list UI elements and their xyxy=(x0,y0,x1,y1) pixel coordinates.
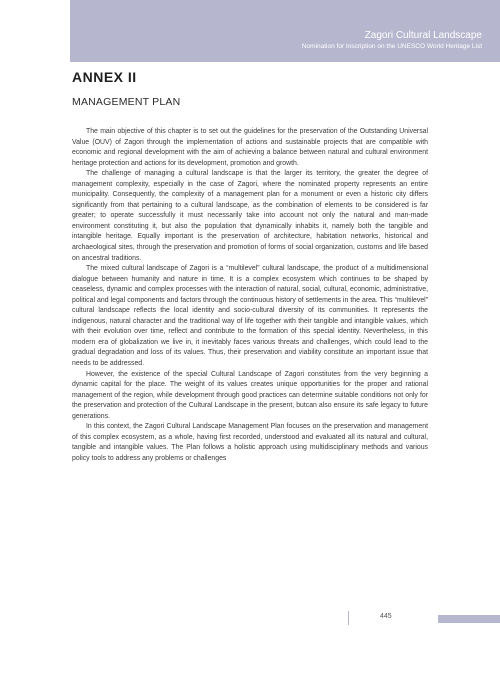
header-band xyxy=(70,0,500,62)
header-subtitle: Nomination for Inscription on the UNESCO World Heritage List xyxy=(301,43,482,50)
paragraph-4: However, the existence of the special Cultural Landscape of Zagori constitutes from the very beginning a dynamic capital for the place. The weight of its values creates unique opportunities for the proper and rational management of the region, while development through good practices can determine suitable conditions not only for the preservation and protection of the Cultural Landscape in the present, butcan also ensure its safe legacy to future generations. xyxy=(72,370,428,420)
header-title: Zagori Cultural Landscape xyxy=(364,30,482,41)
body-text xyxy=(72,127,428,465)
paragraph-5: In this context, the Zagori Cultural Landscape Management Plan focuses on the preservation and management of this complex ecosystem, as a whole, having first recorded, understood and evaluated all its natural and cultural, tangible and intangible values. The Plan follows a holistic approach using multidisciplinary methods and various policy tools to address any problems or challenges xyxy=(72,423,428,462)
footer-band xyxy=(438,615,500,623)
annex-title: ANNEX II xyxy=(72,69,137,85)
paragraph-1: The main objective of this chapter is to set out the guidelines for the preservation of the Outstanding Universal Value (OUV) of Zagori through the implementation of actions and sustainable projects that are compatible with economic and regional development with the aim of achieving a balance between natural and cultural environment heritage protection and actions for its development, promotion and growth. xyxy=(72,128,428,167)
paragraph-3: The mixed cultural landscape of Zagori is a “multilevel” cultural landscape, the product of a multidimensional dialogue between humanity and nature in time. It is a complex ecosystem which continues to be shaped by ceaseless, dynamic and complex processes with the interaction of natural, social, cultural, economic, administrative, political and legal components and factors through the continuous history of settlements in the area. This “multilevel” cultural landscape reflects the local identity and socio-cultural diversity of its communities. It represents the indigenous, natural character and the traditional way of life together with their tangible and intangible values, which with their evolution over time, reflect and contribute to the formation of this special identity. Nevertheless, in this modern era of globalization we live in, it inevitably faces various threats and challenges, which could lead to the gradual degradation and loss of its values. Thus, their preservation and viability constitute an important issue that needs to be addressed. xyxy=(72,265,428,368)
paragraph-2: The challenge of managing a cultural landscape is that the larger its territory, the greater the degree of management complexity, especially in the case of Zagori, where the nominated property represents an entire municipality. Consequently, the complexity of a management plan for a monument or even a historic city differs significantly from that pertaining to a cultural landscape, as the combination of elements to be considered is far greater; to operate successfully it must necessarily take into account not only the natural and man-made environment constituting it, but also the population that dynamically inhabits it, namely both the tangible and intangible heritage. Equally important is the preservation of architecture, habitation networks, historical and archaeological sites, through the preservation and promotion of forms of social organization, customs and life based on ancestral traditions. xyxy=(72,170,428,262)
section-title: MANAGEMENT PLAN xyxy=(72,96,181,108)
footer-divider xyxy=(348,611,349,625)
page-number: 445 xyxy=(380,613,392,620)
